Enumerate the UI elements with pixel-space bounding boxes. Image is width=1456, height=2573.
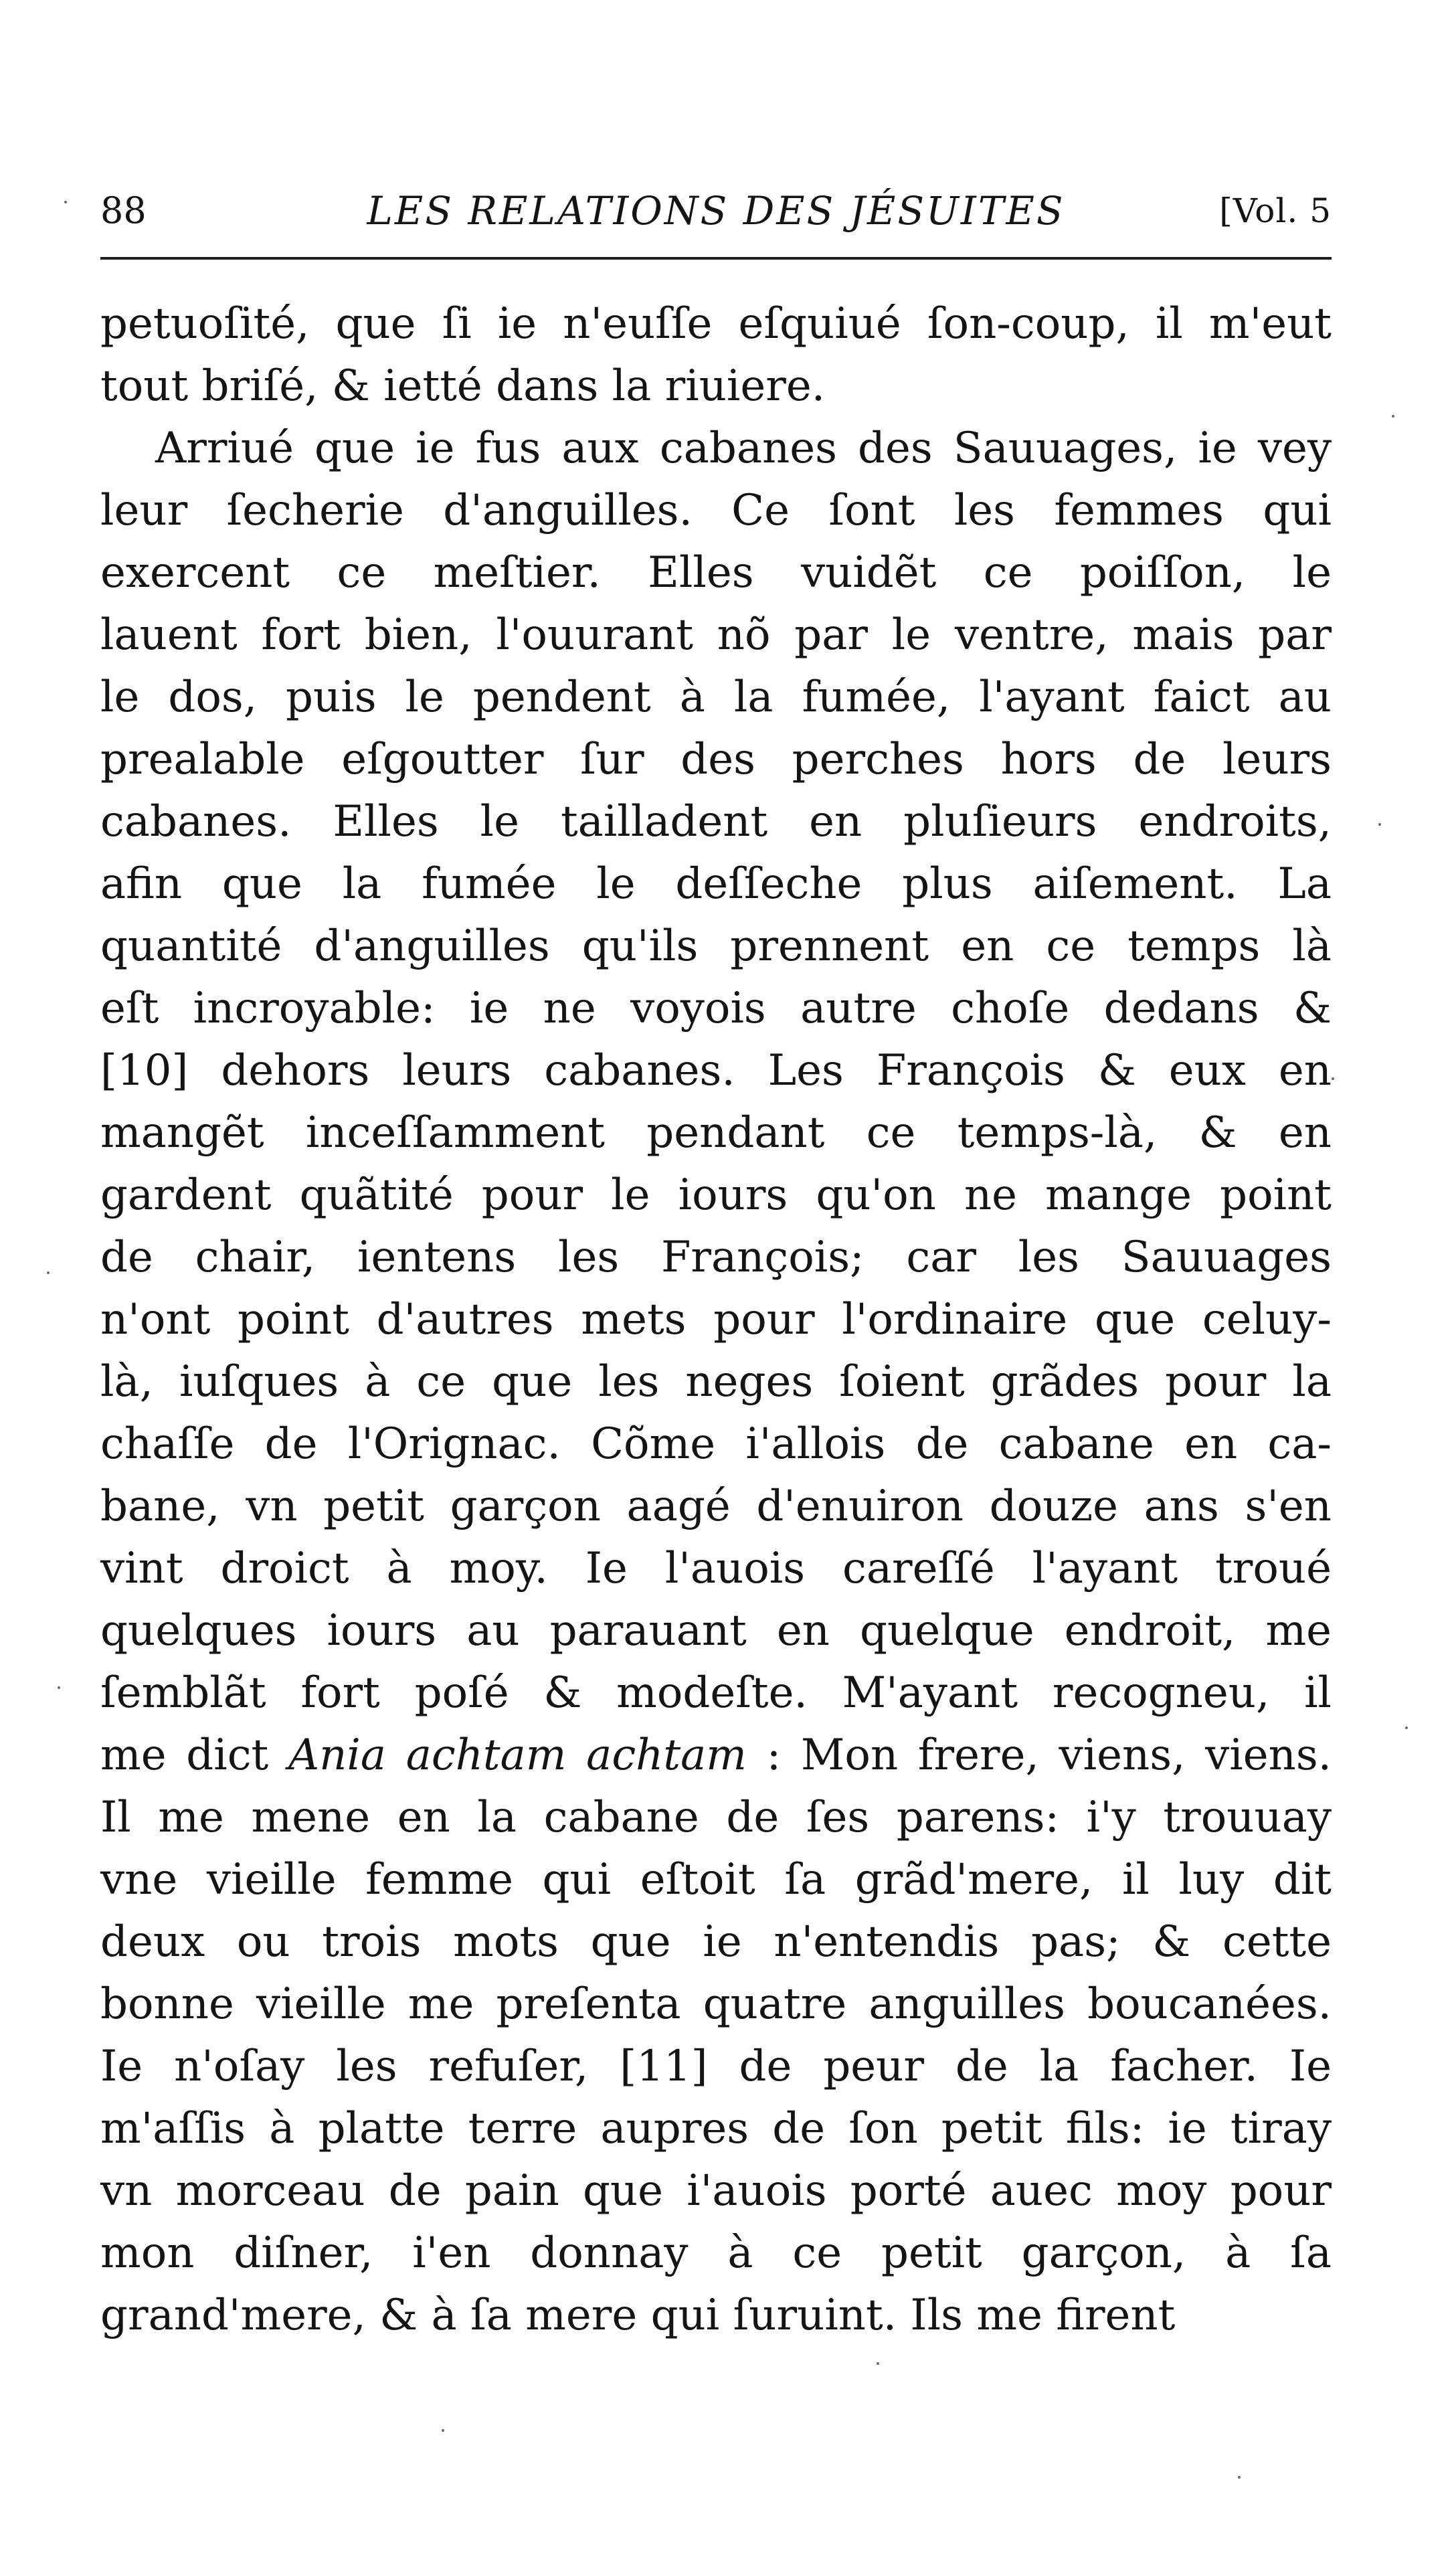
text-line: prealable eſgoutter ſur des perches hors de leurs — [100, 735, 1332, 784]
header-rule — [100, 257, 1332, 260]
line-text-before: me dict — [100, 1731, 288, 1780]
text-line: tout briſé, & ietté dans la riuiere. — [100, 361, 826, 411]
scan-speck — [1378, 823, 1381, 826]
running-head — [100, 181, 1332, 241]
text-line: deux ou trois mots que ie n'entendis pas; & cette — [100, 1917, 1332, 1967]
text-line — [100, 1724, 1332, 1787]
scan-speck — [1332, 1077, 1334, 1080]
text-line: exercent ce meſtier. Elles vuidẽt ce poiſſon, le — [100, 548, 1332, 598]
text-line: mangẽt inceſſamment pendant ce temps-là, & en — [100, 1108, 1332, 1158]
body-text — [100, 293, 1332, 2347]
text-line: mon diſner, i'en donnay à ce petit garçon, à ſa — [100, 2228, 1332, 2278]
text-line: lauent fort bien, l'ouurant nõ par le ventre, mais par — [100, 610, 1332, 660]
scan-speck — [1392, 415, 1394, 418]
scan-speck — [1405, 1726, 1408, 1729]
page-number: 88 — [100, 189, 147, 232]
text-line: vint droict à moy. Ie l'auois careſſé l'ayant troué — [100, 1544, 1332, 1593]
text-line: chaſſe de l'Orignac. Cõme i'allois de cabane en ca- — [100, 1419, 1332, 1469]
text-line: gardent quãtité pour le iours qu'on ne mange point — [100, 1170, 1332, 1220]
text-line: grand'mere, & à ſa mere qui ſuruint. Ils me firent — [100, 2291, 1176, 2340]
scan-speck — [47, 1271, 50, 1274]
text-line: quelques iours au parauant en quelque endroit, me — [100, 1606, 1332, 1656]
text-line: là, iuſques à ce que les neges ſoient grãdes pour la — [100, 1357, 1332, 1407]
scan-speck — [64, 201, 67, 203]
text-line: leur ſecherie d'anguilles. Ce ſont les femmes qui — [100, 486, 1332, 535]
text-line: petuoſité, que ſi ie n'euſſe eſquiué ſon-coup, il m'eut — [100, 299, 1332, 349]
scan-speck — [58, 1686, 60, 1689]
text-line: afin que la fumée le deſſeche plus aiſement. La — [100, 859, 1332, 909]
line-text-after: : Mon frere, viens, viens. — [746, 1731, 1332, 1780]
scan-speck — [442, 2429, 444, 2432]
italic-phrase: Ania achtam achtam — [288, 1731, 747, 1780]
text-line: Il me mene en la cabane de ſes parens: i'y trouuay — [100, 1793, 1332, 1842]
text-line: eſt incroyable: ie ne voyois autre choſe dedans & — [100, 984, 1332, 1033]
running-title: LES RELATIONS DES JÉSUITES — [367, 188, 1065, 234]
text-line: quantité d'anguilles qu'ils prennent en ce temps là — [100, 921, 1332, 971]
text-line: vn morceau de pain que i'auois porté auec moy pour — [100, 2166, 1332, 2216]
text-line: ſemblãt fort poſé & modeſte. M'ayant recogneu, il — [100, 1668, 1332, 1718]
text-line: Arriué que ie fus aux cabanes des Sauuages, ie vey — [155, 424, 1332, 473]
text-line: cabanes. Elles le tailladent en pluſieurs endroits, — [100, 797, 1332, 847]
scan-speck — [877, 2362, 879, 2365]
volume-marker: [Vol. 5 — [1219, 191, 1332, 230]
text-line: vne vieille femme qui eſtoit ſa grãd'mere, il luy dit — [100, 1855, 1332, 1904]
text-line: bane, vn petit garçon aagé d'enuiron douze ans s'en — [100, 1482, 1332, 1531]
text-line: m'aſſis à platte terre aupres de ſon petit fils: ie tiray — [100, 2104, 1332, 2153]
text-line: bonne vieille me preſenta quatre anguilles boucanées. — [100, 1979, 1332, 2029]
text-line: [10] dehors leurs cabanes. Les François & eux en — [100, 1046, 1332, 1095]
text-line: de chair, ientens les François; car les Sauuages — [100, 1233, 1332, 1282]
text-line: le dos, puis le pendent à la fumée, l'ayant faict au — [100, 673, 1332, 722]
text-line: n'ont point d'autres mets pour l'ordinaire que celuy- — [100, 1295, 1332, 1344]
scan-speck — [1238, 2476, 1241, 2479]
text-line: Ie n'oſay les refuſer, [11] de peur de la facher. Ie — [100, 2042, 1332, 2091]
